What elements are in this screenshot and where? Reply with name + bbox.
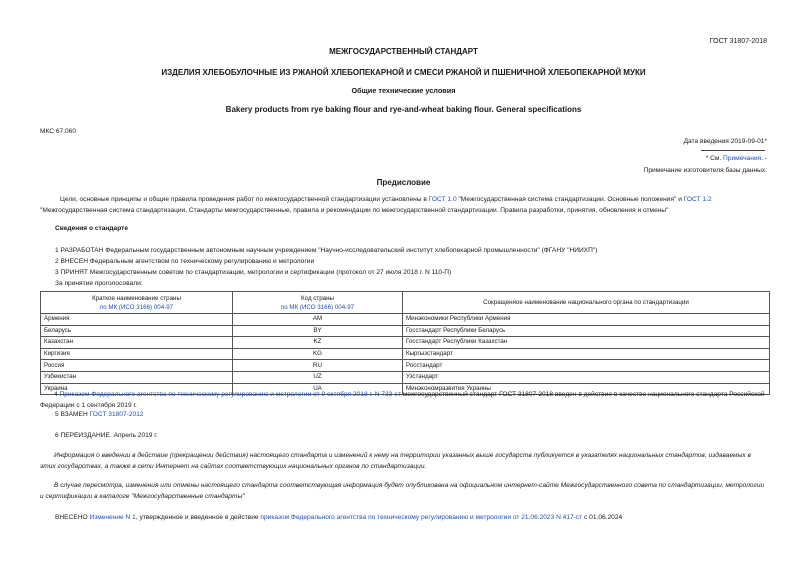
footnote-suffix: . -: [761, 155, 767, 162]
amendment-1-link[interactable]: Изменение N 1: [89, 514, 136, 521]
body-cell: Кыргызстандарт: [403, 348, 770, 360]
footnote-source: Примечание изготовителя базы данных.: [643, 167, 767, 174]
item-order: [40, 390, 768, 411]
header-code-link[interactable]: по МК (ИСО 3166) 004-97: [280, 303, 355, 311]
code-cell: RU: [233, 360, 403, 372]
country-cell: Украина: [41, 383, 233, 395]
country-cell: Россия: [41, 360, 233, 372]
country-cell: Узбекистан: [41, 371, 233, 383]
country-cell: Казахстан: [41, 337, 233, 349]
country-cell: Армения: [41, 314, 233, 326]
order-417-link[interactable]: приказом Федерального агентства по техническому регулированию и метрологии от 21.06.2023 N 417-ст: [260, 514, 583, 521]
item-voted: За принятие проголосовали:: [55, 280, 143, 287]
body-cell: Госстандарт Республики Беларусь: [403, 325, 770, 337]
note-separator: [701, 150, 765, 151]
table-row: [41, 371, 770, 383]
foreword-heading: Предисловие: [376, 178, 431, 187]
gost-2012-link[interactable]: ГОСТ 31807-2012: [89, 411, 144, 418]
item4-prefix: 4: [54, 391, 60, 398]
code-cell: KG: [233, 348, 403, 360]
body-cell: Узстандарт: [403, 371, 770, 383]
header-country-code: [233, 292, 403, 314]
code-cell: KZ: [233, 337, 403, 349]
footnote-prefix: * См.: [705, 155, 724, 162]
document-number: ГОСТ 31807-2018: [709, 38, 767, 45]
body-cell: Госстандарт Республики Казахстан: [403, 337, 770, 349]
foreword-text-2: "Межгосударственная система стандартизации. Основные положения" и: [456, 196, 684, 203]
item4-suffix: межгосударственный стандарт ГОСТ 31807-2018 введен в действие в качестве национального стандарта Российской Федерации с 1 сентября 2019 г.: [40, 391, 765, 409]
body-cell: Минэкономики Республики Армения: [403, 314, 770, 326]
notes-link[interactable]: Примечания: [723, 155, 762, 162]
header-country-link[interactable]: по МК (ИСО 3166) 004-97: [99, 303, 174, 311]
country-cell: Киргизия: [41, 348, 233, 360]
amendment-suffix: с 01.06.2024: [582, 514, 623, 521]
voting-countries-table: [40, 291, 770, 395]
document-title-english: Bakery products from rye baking flour and rye-and-wheat baking flour. General specifications: [225, 105, 582, 114]
header-country-line1: Краткое наименование страны: [92, 294, 181, 302]
mks-code: МКС 67.060: [40, 128, 77, 135]
amendment-mid: , утвержденное и введенное в действие: [135, 514, 261, 521]
body-cell: Минэкономразвития Украины: [403, 383, 770, 395]
info-paragraph: Информация о введении в действие (прекращении действия) настоящего стандарта и изменений к нему на территории указанных выше государств публикуется в указателях национальных стандартов, издаваемых в этих государствах, а также в сети Интернет на сайтах соответствующих национальных органов по стандартизации.: [40, 452, 752, 470]
order-733-link[interactable]: Приказом Федерального агентства по техническому регулированию и метрологии от 9 октября 2018 г. N 733-ст: [59, 391, 401, 398]
gost-1-0-link[interactable]: ГОСТ 1.0: [428, 196, 457, 203]
amendment-prefix: ВНЕСЕНО: [55, 514, 90, 521]
code-cell: UA: [233, 383, 403, 395]
item-reissue: 6 ПЕРЕИЗДАНИЕ. Апрель 2019 г.: [55, 432, 158, 439]
item-introduced: 2 ВНЕСЕН Федеральным агентством по техническому регулированию и метрологии: [55, 258, 315, 265]
country-cell: Беларусь: [41, 325, 233, 337]
gost-1-2-link[interactable]: ГОСТ 1.2: [683, 196, 712, 203]
item-adopted: 3 ПРИНЯТ Межгосударственным советом по стандартизации, метрологии и сертификации (протокол от 27 июля 2018 г. N 110-П): [55, 269, 452, 276]
document-title: ИЗДЕЛИЯ ХЛЕБОБУЛОЧНЫЕ ИЗ РЖАНОЙ ХЛЕБОПЕКАРНОЙ И СМЕСИ РЖАНОЙ И ПШЕНИЧНОЙ ХЛЕБОПЕКАРНОЙ МУКИ: [161, 68, 646, 77]
standard-heading: МЕЖГОСУДАРСТВЕННЫЙ СТАНДАРТ: [329, 47, 478, 56]
table-row: [41, 348, 770, 360]
table-row: [41, 337, 770, 349]
foreword-text-1: Цели, основные принципы и общие правила проведения работ по межгосударственной стандартизации установлены в: [60, 196, 429, 203]
revision-paragraph: В случае пересмотра, изменения или отмены настоящего стандарта соответствующая информация будет опубликована на официальном интернет-сайте Межгосударственного совета по стандартизации, метрологии и сертификации в каталоге "Межгосударственные стандарты": [40, 482, 765, 500]
body-cell: Росстандарт: [403, 360, 770, 372]
code-cell: AM: [233, 314, 403, 326]
table-row: [41, 325, 770, 337]
header-country-name: [41, 292, 233, 314]
item-replaces: [55, 411, 143, 418]
item5-prefix: 5 ВЗАМЕН: [55, 411, 90, 418]
foreword-text-3: "Межгосударственная система стандартизации. Стандарты межгосударственные, правила и рекомендации по межгосударственной стандартизации. Правила разработки, принятия, обновления и отмены": [40, 206, 669, 214]
table-header-row: [41, 292, 770, 314]
header-national-body: Сокращенное наименование национального органа по стандартизации: [403, 292, 770, 314]
table-row: [41, 314, 770, 326]
footnote: [706, 155, 767, 162]
about-standard-heading: Сведения о стандарте: [55, 225, 129, 232]
header-code-line1: Код страны: [301, 294, 334, 302]
amendment-line: [55, 514, 622, 521]
document-subtitle: Общие технические условия: [351, 86, 456, 95]
item-developed: 1 РАЗРАБОТАН Федеральным государственным автономным научным учреждением "Научно-исследовательский институт хлебопекарной промышленности" (ФГАНУ "НИИХП"): [55, 247, 598, 254]
code-cell: BY: [233, 325, 403, 337]
code-cell: UZ: [233, 371, 403, 383]
foreword-paragraph: [40, 195, 768, 216]
introduction-date: Дата введения 2019-09-01*: [683, 138, 767, 145]
table-row: [41, 360, 770, 372]
